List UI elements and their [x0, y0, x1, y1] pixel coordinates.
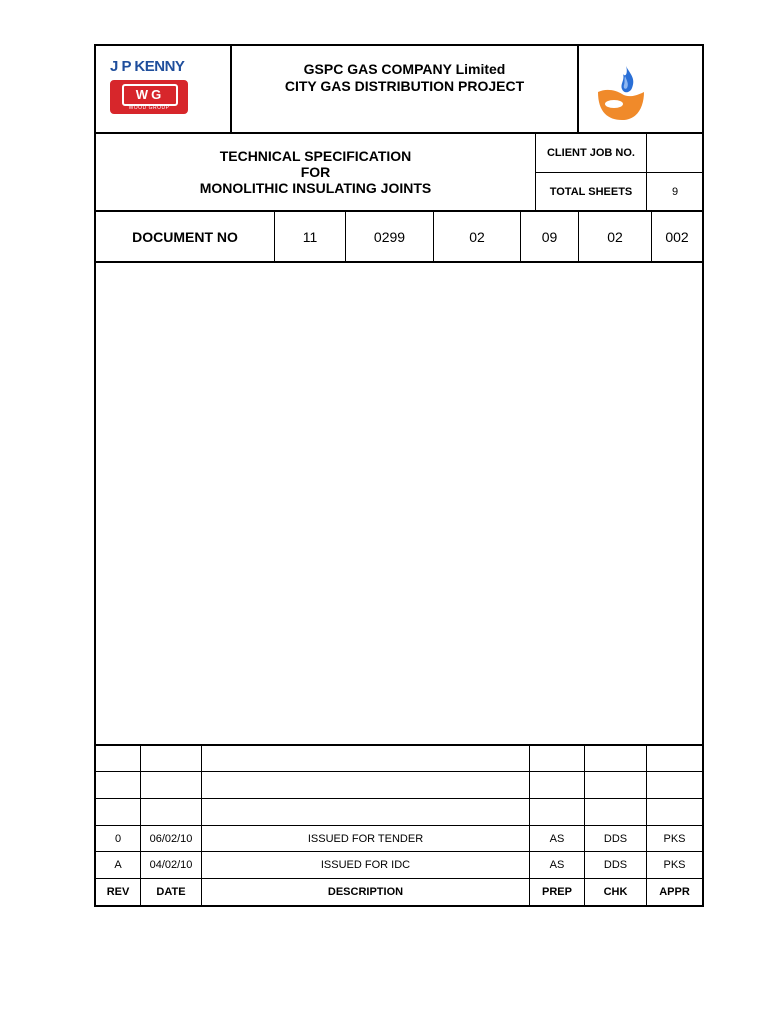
document-no-part: 11 [302, 228, 318, 245]
rev-cell [202, 799, 529, 825]
rev-cell [585, 799, 646, 825]
rev-cell [530, 772, 584, 798]
rev-header-description: DESCRIPTION [327, 886, 404, 898]
rev-cell: AS [549, 859, 565, 871]
woodgroup-badge [110, 80, 188, 114]
client-job-label: CLIENT JOB NO. [546, 147, 635, 159]
rev-header-appr: APPR [659, 886, 690, 898]
company-name: GSPC GAS COMPANY Limited [303, 61, 506, 77]
rev-cell [585, 746, 646, 771]
rev-cell [530, 799, 584, 825]
gspc-flame-logo [592, 62, 654, 124]
project-name: CITY GAS DISTRIBUTION PROJECT [284, 78, 525, 94]
total-sheets-value: 9 [671, 185, 679, 198]
rev-cell [585, 772, 646, 798]
rev-cell [202, 746, 529, 771]
woodgroup-mark: WG [122, 84, 178, 106]
rev-cell: A [114, 859, 122, 871]
rev-cell: ISSUED FOR TENDER [307, 832, 424, 845]
rev-cell [96, 799, 140, 825]
jpkenny-logo [104, 58, 222, 120]
document-no-part: 0299 [373, 228, 406, 245]
header-divider-right [577, 44, 579, 133]
rev-header-chk: CHK [603, 886, 628, 898]
rev-cell: AS [549, 832, 565, 845]
rev-cell [96, 746, 140, 771]
rev-cell [141, 746, 201, 771]
rev-cell: 04/02/10 [149, 859, 193, 871]
document-no-part: 02 [607, 228, 623, 245]
rev-header-rev: REV [106, 886, 130, 898]
client-job-value [647, 134, 703, 172]
rev-cell: 0 [114, 832, 122, 845]
rev-cell [647, 799, 702, 825]
woodgroup-text: WOOD GROUP [128, 105, 170, 111]
rev-cell: 06/02/10 [149, 832, 193, 845]
rev-cell: DDS [603, 859, 628, 871]
rev-cell: ISSUED FOR IDC [320, 859, 411, 871]
document-no-part: 002 [665, 228, 689, 245]
rev-cell [530, 746, 584, 771]
company-title-block [232, 58, 577, 98]
rev-cell [141, 799, 201, 825]
total-sheets-label: TOTAL SHEETS [549, 185, 633, 198]
rev-cell: PKS [663, 832, 686, 845]
rev-cell: DDS [603, 832, 628, 845]
document-no-part: 02 [469, 228, 485, 245]
rev-cell [141, 772, 201, 798]
flame-icon [592, 62, 654, 124]
spec-title-line3: MONOLITHIC INSULATING JOINTS [199, 180, 432, 196]
rev-cell [202, 772, 529, 798]
rev-cell: PKS [663, 859, 686, 871]
rev-header-prep: PREP [542, 886, 572, 898]
rev-cell [647, 746, 702, 771]
document-no-label: DOCUMENT NO [132, 228, 238, 245]
spec-title-line1: TECHNICAL SPECIFICATION [219, 148, 412, 164]
docno-bottom-line [94, 261, 704, 263]
rev-cell [647, 772, 702, 798]
jpkenny-wordmark: J P KENNY [110, 58, 185, 75]
spec-title-line2: FOR [300, 164, 331, 180]
rev-cell [96, 772, 140, 798]
spec-title [96, 145, 535, 199]
document-no-part: 09 [541, 228, 558, 245]
rev-header-date: DATE [156, 886, 186, 898]
